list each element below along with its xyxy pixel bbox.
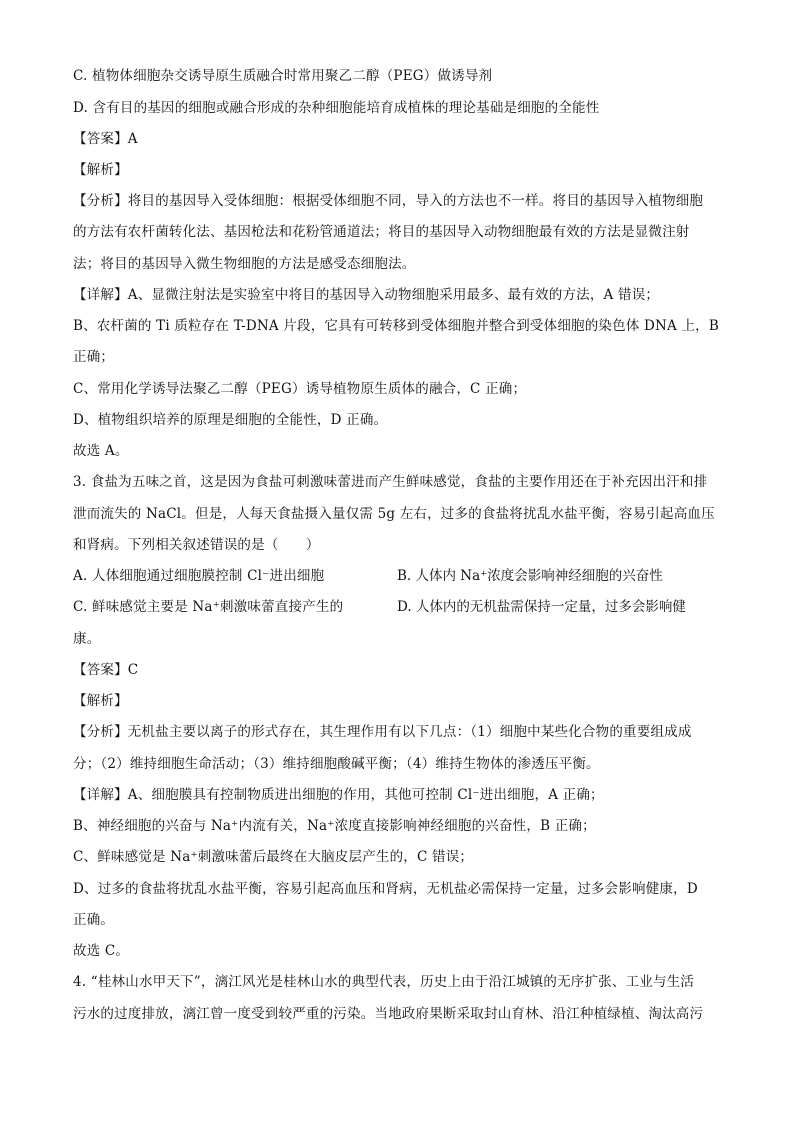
answer-label: 【答案】C bbox=[73, 662, 139, 678]
conclusion-line: 故选 C。 bbox=[73, 943, 130, 959]
question-3-option-d-continued: 康。 bbox=[73, 631, 101, 647]
question-3-stem: 3. 食盐为五味之首，这是因为食盐可刺激味蕾进而产生鲜味感觉，食盐的主要作用还在于补充因出汗和排 bbox=[73, 474, 708, 490]
detail-paragraph: B、农杆菌的 Ti 质粒存在 T-DNA 片段，它具有可转移到受体细胞并整合到受体细胞的染色体 DNA 上，B bbox=[73, 318, 720, 334]
answer-label: 【答案】A bbox=[73, 131, 138, 147]
analysis-label: 【解析】 bbox=[73, 162, 128, 178]
analysis-paragraph: 【分析】无机盐主要以离子的形式存在，其生理作用有以下几点：（1）细胞中某些化合物的重要组成成 bbox=[73, 724, 692, 740]
detail-paragraph: D、过多的食盐将扰乱水盐平衡，容易引起高血压和肾病，无机盐必需保持一定量，过多会影响健康，D bbox=[73, 881, 698, 897]
question-3-option-b: B. 人体内 Na⁺浓度会影响神经细胞的兴奋性 bbox=[397, 568, 663, 584]
detail-paragraph: 【详解】A、显微注射法是实验室中将目的基因导入动物细胞采用最多、最有效的方法，A 错误； bbox=[73, 287, 660, 303]
analysis-paragraph: 法；将目的基因导入微生物细胞的方法是感受态细胞法。 bbox=[73, 256, 416, 272]
question-3-stem: 和肾病。下列相关叙述错误的是（ ） bbox=[73, 537, 320, 553]
question-3-option-c: C. 鲜味感觉主要是 Na⁺刺激味蕾直接产生的 bbox=[73, 599, 344, 615]
detail-paragraph: C、常用化学诱导法聚乙二醇（PEG）诱导植物原生质体的融合，C 正确； bbox=[73, 381, 527, 397]
question-3-stem: 泄而流失的 NaCl。但是，人每天食盐摄入量仅需 5g 左右，过多的食盐将扰乱水盐平衡，容易引起高血压 bbox=[73, 506, 715, 522]
detail-paragraph: D、植物组织培养的原理是细胞的全能性，D 正确。 bbox=[73, 412, 388, 428]
analysis-label: 【解析】 bbox=[73, 693, 128, 709]
question-3-option-a: A. 人体细胞通过细胞膜控制 Cl⁻进出细胞 bbox=[73, 568, 325, 584]
question-3-option-d: D. 人体内的无机盐需保持一定量，过多会影响健 bbox=[397, 599, 686, 615]
question-4-stem: 污水的过度排放，漓江曾一度受到较严重的污染。当地政府果断采取封山育林、沿江种植绿植、淘汰高污 bbox=[73, 1006, 704, 1022]
analysis-paragraph: 【分析】将目的基因导入受体细胞：根据受体细胞不同，导入的方法也不一样。将目的基因导入植物细胞 bbox=[73, 193, 704, 209]
detail-paragraph: B、神经细胞的兴奋与 Na⁺内流有关，Na⁺浓度直接影响神经细胞的兴奋性，B 正确； bbox=[73, 818, 596, 834]
analysis-paragraph: 分；（2）维持细胞生命活动；（3）维持细胞酸碱平衡；（4）维持生物体的渗透压平衡。 bbox=[73, 756, 600, 772]
analysis-paragraph: 的方法有农杆菌转化法、基因枪法和花粉管通道法；将目的基因导入动物细胞最有效的方法是显微注射 bbox=[73, 224, 690, 240]
detail-paragraph: 【详解】A、细胞膜具有控制物质进出细胞的作用，其他可控制 Cl⁻进出细胞，A 正确； bbox=[73, 787, 604, 803]
detail-paragraph: 正确； bbox=[73, 349, 115, 365]
option-d-text: D. 含有目的基因的细胞或融合形成的杂种细胞能培育成植株的理论基础是细胞的全能性 bbox=[73, 100, 600, 116]
detail-paragraph: 正确。 bbox=[73, 912, 115, 928]
detail-paragraph: C、鲜味感觉是 Na⁺刺激味蕾后最终在大脑皮层产生的，C 错误； bbox=[73, 849, 474, 865]
option-c-text: C. 植物体细胞杂交诱导原生质融合时常用聚乙二醇（PEG）做诱导剂 bbox=[73, 68, 493, 84]
conclusion-line: 故选 A。 bbox=[73, 443, 129, 459]
question-4-stem: 4. “桂林山水甲天下”，漓江风光是桂林山水的典型代表，历史上由于沿江城镇的无序扩张、工业与生活 bbox=[73, 974, 695, 990]
